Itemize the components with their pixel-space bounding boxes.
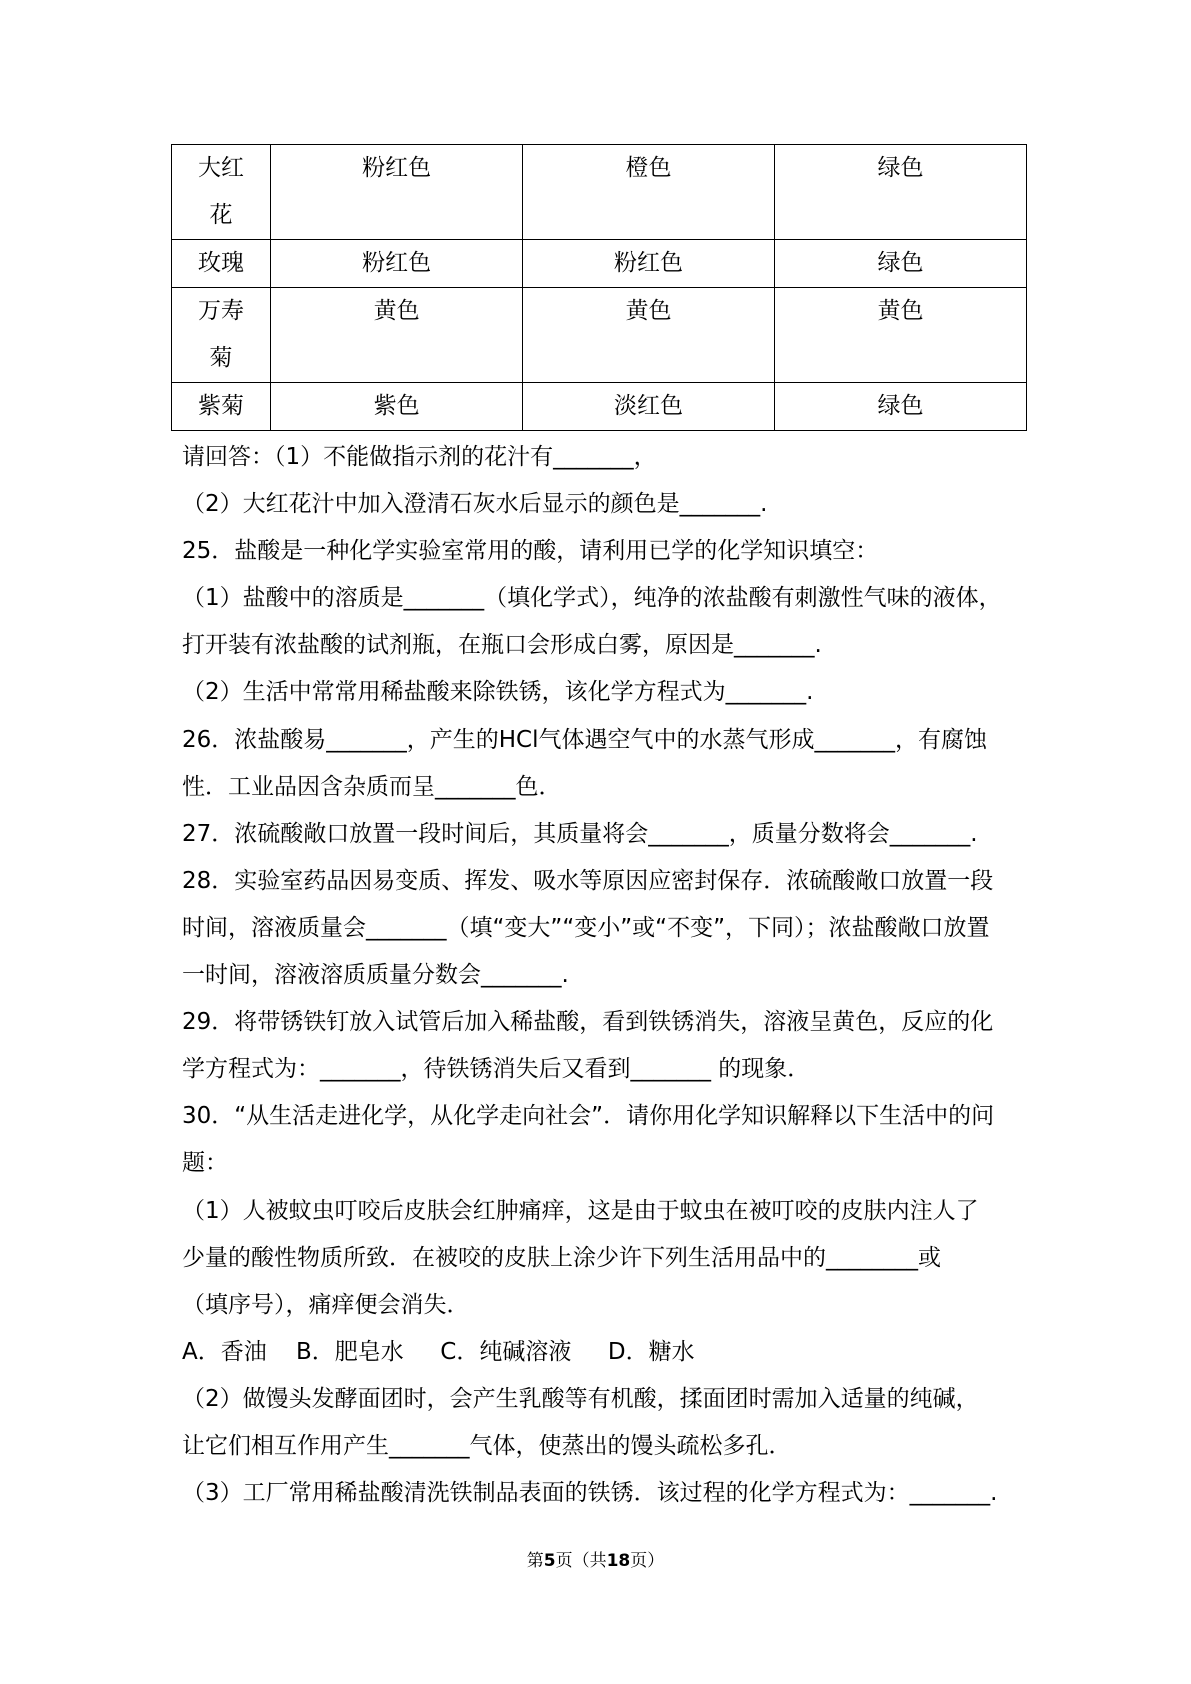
flower-name-cell: 万寿 菊 [172, 288, 271, 383]
table-row [172, 383, 1027, 431]
footer-prefix: 第 [526, 1551, 544, 1571]
text-line: 让它们相互作用产生_______气体，使蒸出的馒头疏松多孔． [182, 1432, 792, 1459]
table-row [172, 288, 1027, 383]
color-cell: 绿色 [775, 145, 1027, 240]
flower-name-cell: 大红 花 [172, 145, 271, 240]
text-line: （2）大红花汁中加入澄清石灰水后显示的颜色是_______. [182, 491, 768, 518]
text-line: （2）生活中常常用稀盐酸来除铁锈，该化学方程式为_______. [182, 679, 814, 706]
text-line: 题： [182, 1150, 228, 1177]
question-text [182, 434, 1022, 1517]
text-line: 请回答：（1）不能做指示剂的花汁有_______， [182, 444, 657, 470]
text-line: （3）工厂常用稀盐酸清洗铁制品表面的铁锈．该过程的化学方程式为：_______. [182, 1480, 998, 1507]
color-cell: 淡红色 [523, 383, 775, 431]
footer-middle: 页（共 [555, 1551, 607, 1571]
color-cell: 橙色 [523, 145, 775, 240]
table-row [172, 240, 1027, 288]
color-cell: 紫色 [271, 383, 523, 431]
text-line: 26．浓盐酸易_______，产生的HCl气体遇空气中的水蒸气形成_______，有腐蚀 [182, 726, 988, 753]
page-footer [0, 1546, 1191, 1571]
color-cell: 粉红色 [271, 240, 523, 288]
text-line: 27．浓硫酸敞口放置一段时间后，其质量将会_______，质量分数将会_______. [182, 820, 978, 847]
color-cell: 黄色 [271, 288, 523, 383]
text-line: （填序号），痛痒便会消失． [182, 1291, 470, 1318]
color-cell: 黄色 [775, 288, 1027, 383]
footer-total-pages: 18 [606, 1551, 631, 1571]
flower-name-cell: 玫瑰 [172, 240, 271, 288]
text-line: 29．将带锈铁钉放入试管后加入稀盐酸，看到铁锈消失，溶液呈黄色，反应的化 [182, 1009, 994, 1036]
text-line: 时间，溶液质量会_______（填“变大”“变小”或“不变”，下同）；浓盐酸敞口放置 [182, 914, 990, 941]
text-line: 25．盐酸是一种化学实验室常用的酸，请利用已学的化学知识填空： [182, 538, 879, 565]
color-cell: 绿色 [775, 240, 1027, 288]
text-line: 打开装有浓盐酸的试剂瓶，在瓶口会形成白雾，原因是_______. [182, 632, 822, 659]
text-line: 28．实验室药品因易变质、挥发、吸水等原因应密封保存．浓硫酸敞口放置一段 [182, 867, 994, 894]
text-line: 性．工业品因含杂质而呈_______色． [182, 773, 562, 800]
footer-page-number: 5 [543, 1551, 556, 1571]
color-cell: 绿色 [775, 383, 1027, 431]
color-cell: 黄色 [523, 288, 775, 383]
text-line: 30．“从生活走进化学，从化学走向社会”．请你用化学知识解释以下生活中的问 [182, 1103, 995, 1130]
text-line: 学方程式为：_______，待铁锈消失后又看到_______ 的现象． [182, 1056, 811, 1083]
text-line: （1）盐酸中的溶质是_______（填化学式），纯净的浓盐酸有刺激性气味的液体， [182, 585, 1002, 612]
flower-name-cell: 紫菊 [172, 383, 271, 431]
text-line: 一时间，溶液溶质质量分数会_______. [182, 962, 569, 989]
color-cell: 粉红色 [271, 145, 523, 240]
color-cell: 粉红色 [523, 240, 775, 288]
text-line: （2）做馒头发酵面团时，会产生乳酸等有机酸，揉面团时需加入适量的纯碱， [182, 1385, 979, 1412]
text-line: （1）人被蚊虫叮咬后皮肤会红肿痛痒，这是由于蚊虫在被叮咬的皮肤内注人了 [182, 1197, 979, 1224]
footer-suffix: 页） [630, 1551, 665, 1571]
flower-indicator-table [171, 144, 1027, 431]
text-line: A．香油 B．肥皂水 C．纯碱溶液 D．糖水 [182, 1338, 695, 1365]
text-line: 少量的酸性物质所致．在被咬的皮肤上涂少许下列生活用品中的________或 [182, 1244, 941, 1271]
table-row [172, 145, 1027, 240]
